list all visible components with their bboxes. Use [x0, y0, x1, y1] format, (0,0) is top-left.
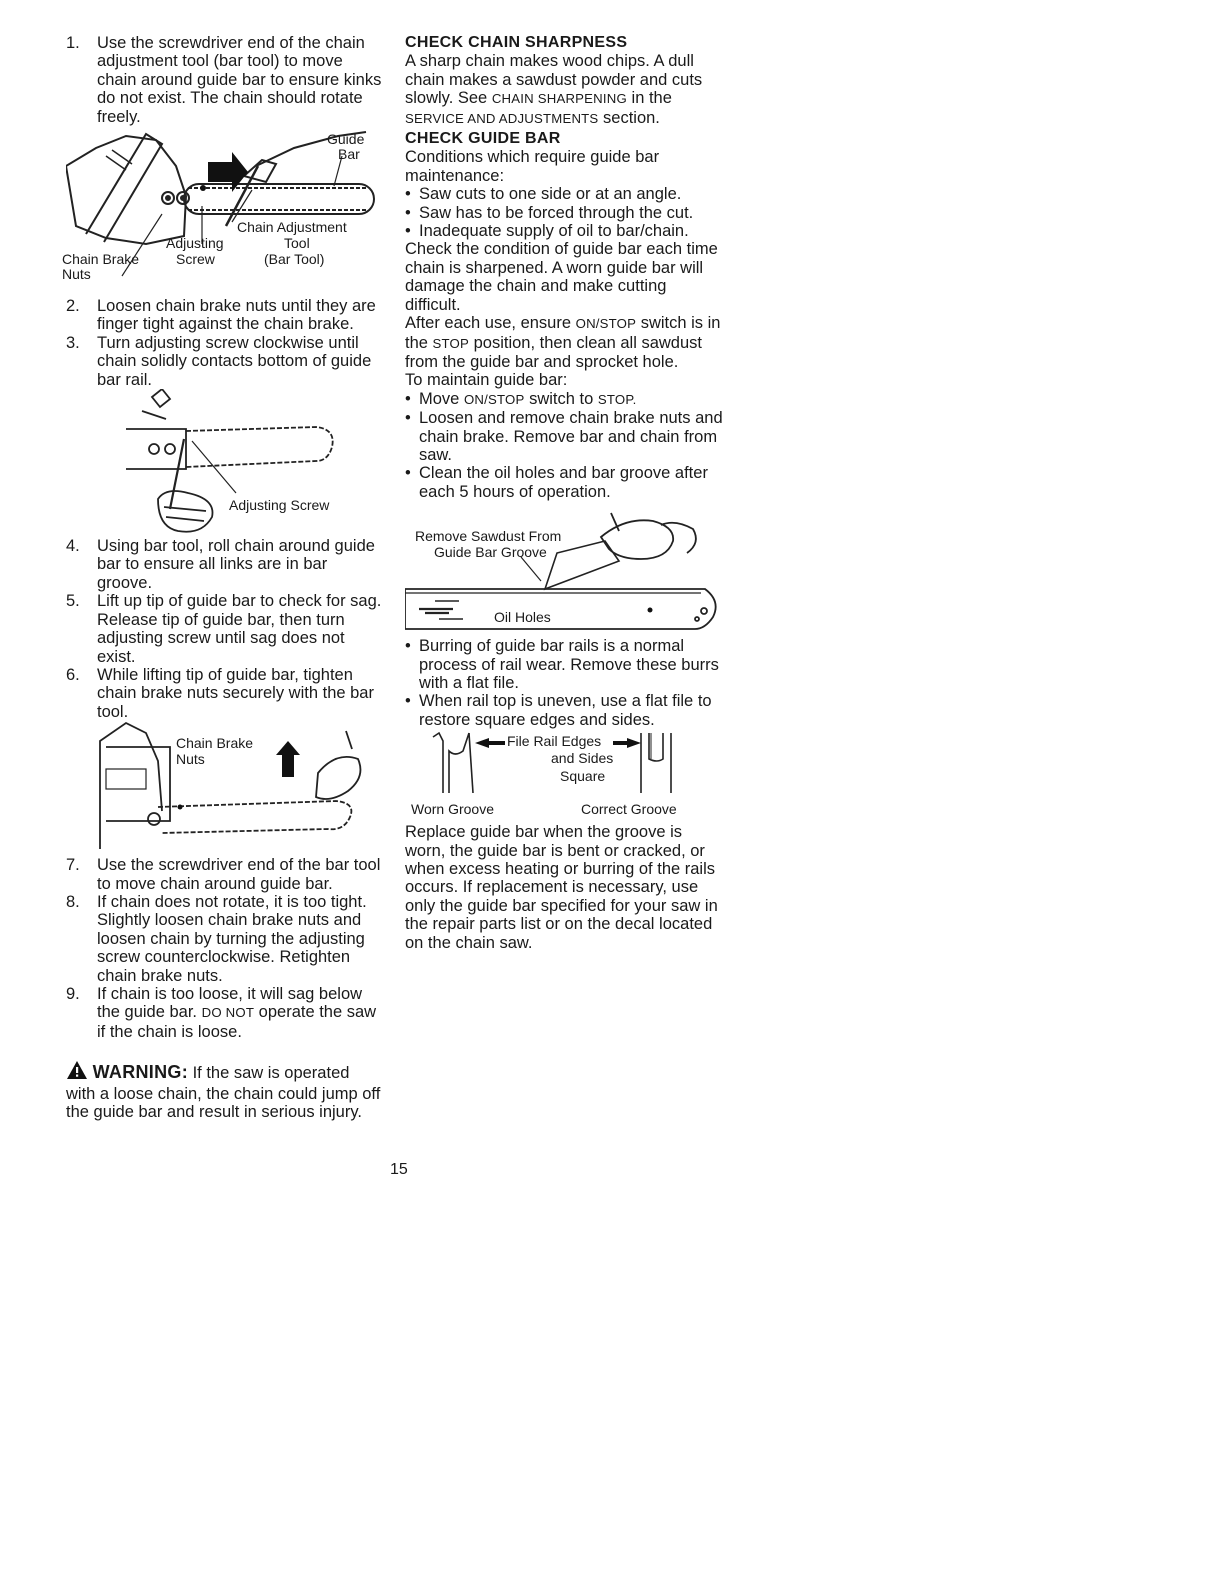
guide-bar-illustration [405, 501, 725, 631]
maintain-bullet: • Clean the oil holes and bar groove after each 5 hours of operation. [405, 464, 708, 501]
step-number: 3. [66, 333, 80, 352]
heading-check-chain-sharpness: CHECK CHAIN SHARPNESS [405, 34, 628, 51]
label-nuts: Nuts [176, 751, 205, 768]
step-text: Use the screwdriver end of the bar tool to move chain around guide bar. [97, 856, 381, 893]
step-text: Using bar tool, roll chain around guide bar to ensure all links are in bar groove. [97, 537, 375, 592]
step-4 [66, 537, 382, 592]
label-chain-brake: Chain Brake [176, 735, 254, 752]
label-bar-tool: (Bar Tool) [264, 251, 325, 268]
figure-adjusting-screw [66, 389, 382, 537]
right-column [405, 34, 725, 952]
step-number: 9. [66, 984, 80, 1003]
step-8 [66, 893, 382, 985]
step-number: 4. [66, 537, 80, 556]
label-and-sides: and Sides [551, 750, 614, 767]
warning-label: WARNING: [92, 1062, 188, 1083]
figure-groove-comparison [405, 729, 725, 823]
label-bar: Bar [338, 146, 360, 163]
step-number: 5. [66, 592, 80, 611]
label-oil-holes: Oil Holes [494, 609, 551, 626]
maintain-bullet: • Loosen and remove chain brake nuts and chain brake. Remove bar and chain from saw. [405, 409, 723, 464]
heading-check-guide-bar: CHECK GUIDE BAR [405, 130, 561, 148]
figure-chain-brake-nuts [66, 721, 382, 851]
label-tool: Tool [284, 235, 310, 252]
warning-text: If the saw is operated with a loose chain, the chain could jump off the guide bar and result in serious injury. [66, 1064, 381, 1121]
adjusting-screw-illustration [66, 389, 382, 537]
step-text: Loosen chain brake nuts until they are finger tight against the chain brake. [97, 297, 376, 334]
check-paragraph: Check the condition of guide bar each time chain is sharpened. A worn guide bar will damage the chain and make cutting difficult. [405, 240, 718, 314]
warning-triangle-icon [66, 1060, 88, 1084]
page-number: 15 [390, 1161, 408, 1178]
step-text: Use the screwdriver end of the chain adjustment tool (bar tool) to move chain around guide bar to ensure kinks do not exist. The chain should rotate freely. [97, 34, 382, 126]
left-column [62, 34, 382, 1121]
label-guide: Guide [327, 131, 365, 148]
step-number: 2. [66, 297, 80, 316]
label-file-rail-edges: File Rail Edges [507, 733, 602, 750]
label-nuts: Nuts [62, 266, 91, 283]
figure-guide-bar-groove [405, 501, 725, 631]
burr-bullet: • Burring of guide bar rails is a normal process of rail wear. Remove these burrs with a flat file. [405, 637, 719, 692]
after-use-paragraph: After each use, ensure ON/STOP switch is in the STOP position, then clean all sawdust from the guide bar and sprocket hole. [405, 314, 721, 371]
step-number: 6. [66, 665, 80, 684]
ref-service-adjustments: SERVICE AND ADJUSTMENTS [405, 110, 599, 126]
label-guide-bar-groove: Guide Bar Groove [434, 544, 547, 561]
step-text: If chain is too loose, it will sag below the guide bar. DO NOT operate the saw if the chain is loose. [97, 984, 377, 1041]
label-adjusting-screw: Adjusting Screw [229, 497, 330, 514]
step-2 [66, 297, 382, 334]
label-screw: Screw [176, 251, 215, 268]
step-9 [66, 985, 382, 1041]
do-not-label: DO NOT [201, 1005, 255, 1021]
label-adjusting: Adjusting [166, 235, 224, 252]
maintain-intro: To maintain guide bar: [405, 371, 568, 390]
step-3 [66, 334, 382, 389]
maintain-bullet: • Move ON/STOP switch to STOP. [405, 389, 637, 408]
step-7 [66, 856, 382, 893]
guide-bar-intro: Conditions which require guide bar maintenance: [405, 148, 660, 185]
step-text: If chain does not rotate, it is too tight. Slightly loosen chain brake nuts and loosen chain by turning the adjusting screw counterclockwise. Retighten chain brake nuts. [97, 892, 367, 985]
warning-block [66, 1060, 382, 1121]
label-correct-groove: Correct Groove [581, 801, 677, 818]
step-6 [66, 666, 382, 721]
figure-chain-adjustment [62, 126, 382, 297]
label-chain-brake: Chain Brake [62, 251, 140, 268]
label-remove-sawdust: Remove Sawdust From [415, 528, 562, 545]
condition-bullet: • Saw has to be forced through the cut. [405, 203, 694, 222]
condition-bullet: • Saw cuts to one side or at an angle. [405, 185, 682, 204]
ref-chain-sharpening: CHAIN SHARPENING [491, 91, 627, 107]
step-text: While lifting tip of guide bar, tighten chain brake nuts securely with the bar tool. [97, 665, 374, 721]
step-number: 7. [66, 856, 80, 875]
burr-bullet: • When rail top is uneven, use a flat file to restore square edges and sides. [405, 692, 712, 729]
label-worn-groove: Worn Groove [411, 801, 494, 818]
step-number: 8. [66, 892, 80, 911]
chainsaw-illustration [66, 126, 382, 297]
condition-bullet: • Inadequate supply of oil to bar/chain. [405, 222, 689, 241]
step-text: Turn adjusting screw clockwise until chain solidly contacts bottom of guide bar rail. [97, 333, 372, 389]
step-1 [66, 34, 382, 126]
step-text: Lift up tip of guide bar to check for sag. Release tip of guide bar, then turn adjusting screw until sag does not exist. [97, 592, 382, 666]
label-square: Square [560, 768, 606, 785]
label-chain-adjustment: Chain Adjustment [237, 219, 347, 236]
step-number: 1. [66, 34, 80, 52]
replace-paragraph: Replace guide bar when the groove is worn, the guide bar is bent or cracked, or when excess heating or burring of the rails occurs. If replacement is necessary, use only the guide bar specified for your saw in the repair parts list or on the decal located on the chain saw. [405, 823, 718, 952]
step-5 [66, 592, 382, 666]
sharpness-paragraph: A sharp chain makes wood chips. A dull chain makes a sawdust powder and cuts slowly. See CHAIN SHARPENING in the SERVICE AND ADJUSTMENTS section. [405, 52, 703, 127]
